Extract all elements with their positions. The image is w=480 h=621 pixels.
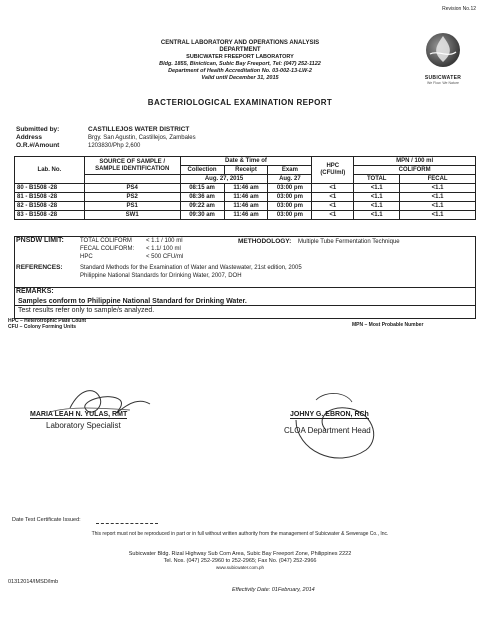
- collection-cell: 08:36 am: [180, 193, 224, 202]
- methodology-value: Multiple Tube Fermentation Technique: [298, 239, 400, 245]
- lab-no-cell: 81 - B1508 -28: [15, 193, 85, 202]
- lab-no-header: Lab. No.: [15, 157, 85, 184]
- receipt-cell: 11:46 am: [224, 184, 268, 193]
- header-line5: Department of Health Accreditation No. 03-002-13-LW-2: [168, 68, 312, 74]
- hpc-header: HPC (CFU/ml): [312, 157, 354, 184]
- exam-cell: 03:00 pm: [268, 193, 312, 202]
- disclaimer: This report must not be reproduced in part or in full without written authority from the management of Subicwater & Sewerage Co., Inc.: [91, 531, 389, 537]
- source-header: SOURCE OF SAMPLE / SAMPLE IDENTIFICATION: [84, 157, 180, 175]
- hpc-cell: <1: [312, 202, 354, 211]
- hpc-cell: <1: [312, 193, 354, 202]
- total-cell: <1.1: [354, 202, 400, 211]
- fecal-cell: <1.1: [400, 184, 476, 193]
- receipt-cell: 11:46 am: [224, 193, 268, 202]
- date-issued-label: Date Test Certificate Issued:: [12, 517, 81, 523]
- table-row: [15, 202, 476, 211]
- left-signatory-title: Laboratory Specialist: [46, 421, 121, 430]
- results-table: [14, 156, 476, 220]
- source-cell: PS1: [84, 202, 180, 211]
- collection-date: Aug. 27, 2015: [180, 175, 268, 184]
- remarks-line2: Test results refer only to sample/s analyzed.: [18, 307, 155, 314]
- date-issued-line: [96, 523, 158, 524]
- lab-no-cell: 83 - B1508 -28: [15, 211, 85, 220]
- table-row: [15, 193, 476, 202]
- footer-address1: Subicwater Bldg. Rizal Highway Sub Com Area, Subic Bay Freeport Zone, Philippines 2222: [128, 551, 352, 557]
- header-line2: DEPARTMENT: [219, 47, 261, 53]
- methodology-label: METHODOLOGY:: [238, 238, 292, 245]
- total-coliform-value: < 1.1 / 100 ml: [146, 238, 183, 244]
- footer-website: www.subicwater.com.ph: [215, 565, 265, 570]
- receipt-cell: 11:46 am: [224, 202, 268, 211]
- total-cell: <1.1: [354, 193, 400, 202]
- lab-no-cell: 80 - B1508 -28: [15, 184, 85, 193]
- table-row: [15, 184, 476, 193]
- header-line6: Valid until December 31, 2015: [201, 75, 279, 81]
- reference-line1: Standard Methods for the Examination of Water and Wastewater, 21st edition, 2005: [80, 265, 302, 271]
- header-line1: CENTRAL LABORATORY AND OPERATIONS ANALYSIS: [160, 40, 320, 46]
- references-label: REFERENCES:: [16, 264, 63, 271]
- cfu-legend: CFU – Colony Forming Units: [8, 324, 77, 330]
- fecal-coliform-value: < 1.1/ 100 ml: [146, 246, 181, 252]
- receipt-header: Receipt: [224, 166, 268, 175]
- address-label: Address: [16, 134, 43, 141]
- right-signatory-title: CLOA Department Head: [284, 426, 371, 435]
- exam-cell: 03:00 pm: [268, 211, 312, 220]
- effectivity-date: Effectivity Date: 01February, 2014: [232, 587, 315, 593]
- collection-header: Collection: [180, 166, 224, 175]
- collection-cell: 09:30 am: [180, 211, 224, 220]
- reference-line2: Philippine National Standards for Drinking Water, 2007, DOH: [80, 273, 242, 279]
- collection-cell: 09:22 am: [180, 202, 224, 211]
- header-line4: Bldg. 1855, Binictican, Subic Bay Freeport, Tel: (047) 252-1122: [159, 61, 321, 67]
- left-signatory-name: MARIA LEAH N. YULAS, RMT: [30, 411, 128, 418]
- fecal-cell: <1.1: [400, 211, 476, 220]
- fecal-cell: <1.1: [400, 193, 476, 202]
- subicwater-logo: [418, 28, 468, 84]
- hpc-cell: <1: [312, 211, 354, 220]
- water-drop-icon: [418, 28, 468, 72]
- footer-address2: Tel. Nos. (047) 252-2960 to 252-2965; Fax No. (047) 252-2966: [163, 558, 317, 564]
- submitted-value: CASTILLEJOS WATER DISTRICT: [88, 126, 190, 133]
- document-code: 01312014/IMSD/lmb: [8, 579, 59, 585]
- total-cell: <1.1: [354, 184, 400, 193]
- exam-cell: 03:00 pm: [268, 202, 312, 211]
- or-label: O.R.#/Amount: [16, 142, 60, 149]
- logo-tagline: We Flow. We Nature: [427, 81, 459, 85]
- report-title: BACTERIOLOGICAL EXAMINATION REPORT: [147, 98, 333, 107]
- revision-number: Revision No.12: [442, 6, 476, 12]
- source-cell: PS2: [84, 193, 180, 202]
- fecal-cell: <1.1: [400, 202, 476, 211]
- total-coliform-label: TOTAL COLIFORM: [80, 238, 132, 244]
- collection-cell: 08:15 am: [180, 184, 224, 193]
- receipt-cell: 11:46 am: [224, 211, 268, 220]
- fecal-header: FECAL: [400, 175, 476, 184]
- right-signatory-name: JOHNY G. EBRON, RCh: [290, 411, 369, 418]
- total-cell: <1.1: [354, 211, 400, 220]
- pnsdw-limit-label: PNSDW LIMIT:: [16, 237, 64, 244]
- coliform-header: COLIFORM: [354, 166, 476, 175]
- datetime-header: Date & Time of: [180, 157, 312, 166]
- header-line3: SUBICWATER FREEPORT LABORATORY: [186, 54, 294, 60]
- table-row: [15, 211, 476, 220]
- hpc-limit-label: HPC: [80, 254, 93, 260]
- hpc-legend: HPC – Heterotrophic Plate Count: [8, 318, 87, 324]
- source-cell: SW1: [84, 211, 180, 220]
- lab-no-cell: 82 - B1508 -28: [15, 202, 85, 211]
- total-header: TOTAL: [354, 175, 400, 184]
- or-value: 1203830/Php 2,600: [88, 143, 141, 149]
- address-value: Brgy. San Agustin, Castillejos, Zambales: [88, 135, 196, 141]
- exam-date: Aug. 27: [268, 175, 312, 184]
- exam-cell: 03:00 pm: [268, 184, 312, 193]
- hpc-cell: <1: [312, 184, 354, 193]
- mpn-header: MPN / 100 ml: [354, 157, 476, 166]
- submitted-label: Submitted by:: [16, 126, 60, 133]
- remarks-label: REMARKS:: [16, 288, 54, 295]
- hpc-limit-value: < 500 CFU/ml: [146, 254, 184, 260]
- mpn-legend: MPN – Most Probable Number: [352, 322, 424, 328]
- source-cell: PS4: [84, 184, 180, 193]
- source-blank-cell: [84, 175, 180, 184]
- exam-header: Exam: [268, 166, 312, 175]
- remarks-line1: Samples conform to Philippine National Standard for Drinking Water.: [18, 298, 247, 305]
- logo-name: SUBICWATER: [424, 75, 462, 81]
- fecal-coliform-label: FECAL COLIFORM:: [80, 246, 135, 252]
